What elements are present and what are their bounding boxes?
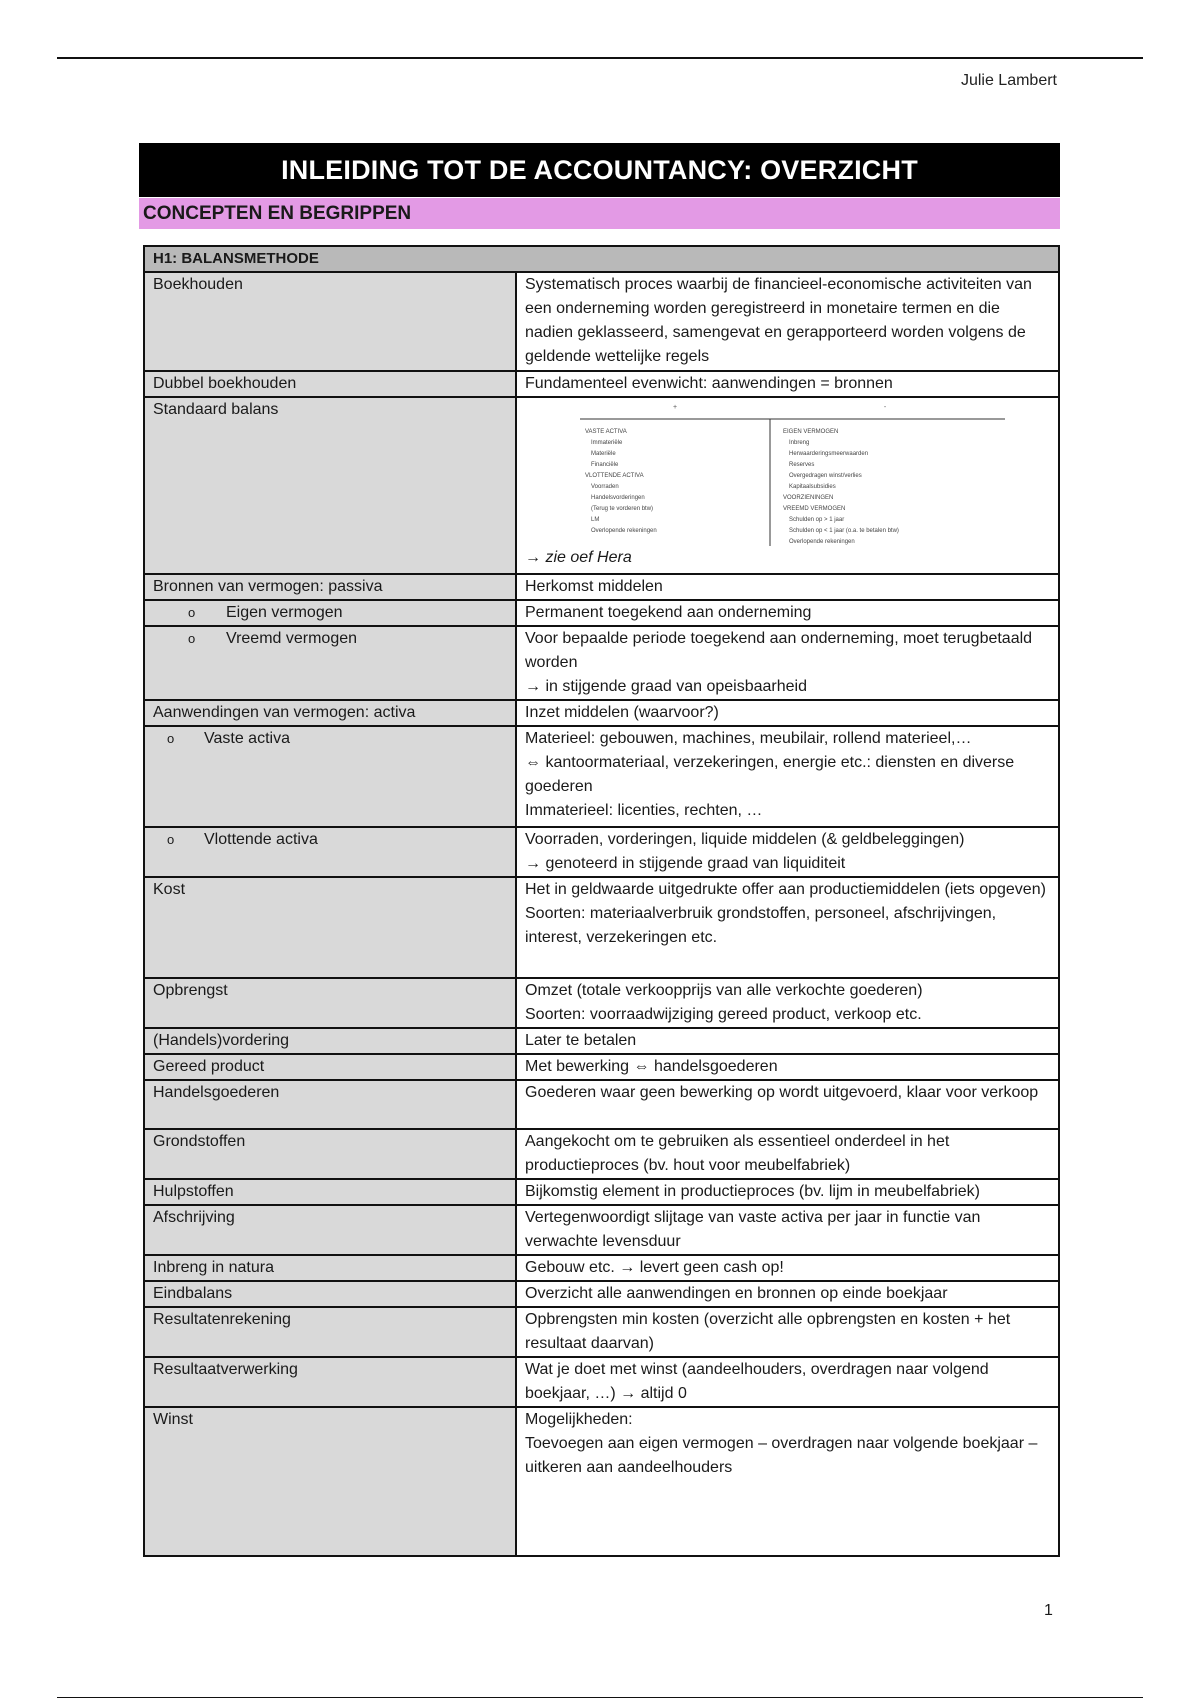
table-row [144,877,1059,978]
bullet-icon: o [167,832,175,847]
term-cell [144,700,516,726]
definition-text: Immaterieel: licenties, rechten, … [525,802,763,819]
table-row [144,1205,1059,1255]
table-row [144,371,1059,397]
definition-text: Later te betalen [525,1032,637,1049]
term-label: Dubbel boekhouden [153,375,297,392]
term-cell [144,1054,516,1080]
definition-text: Overzicht alle aanwendingen en bronnen op einde boekjaar [525,1285,948,1302]
definition-text: Soorten: materiaalverbruik grondstoffen, personeel, afschrijvingen, interest, verzekeringen etc. [525,905,997,946]
term-label: Gereed product [153,1058,265,1075]
definition-text: Het in geldwaarde uitgedrukte offer aan productiemiddelen (iets opgeven) [525,881,1046,898]
page-number: 1 [1044,1602,1053,1619]
table-row [144,978,1059,1028]
term-cell [144,397,516,574]
term-label: Winst [153,1411,193,1428]
term-cell [144,1407,516,1556]
table-row [144,1179,1059,1205]
term-cell [144,877,516,978]
balance-left-item: VASTE ACTIVA [585,429,627,435]
balance-right-item: Reserves [789,462,815,468]
balance-left-item: Immateriële [591,440,623,446]
term-cell [144,1357,516,1407]
balance-right-head: - [883,404,887,411]
definition-cell [516,827,1059,877]
term-label: (Handels)vordering [153,1032,290,1049]
balance-right-item: EIGEN VERMOGEN [783,429,839,435]
term-cell [144,1205,516,1255]
definition-cell [516,272,1059,371]
definition-text: Mogelijkheden: [525,1411,633,1428]
term-label: Eigen vermogen [226,604,343,621]
term-cell [144,626,516,700]
balance-right-item: Herwaarderingsmeerwaarden [789,451,869,457]
balance-right-item: Overgedragen winst/verlies [789,473,862,479]
definition-text: Herkomst middelen [525,578,663,595]
table-row [144,1054,1059,1080]
definition-text: ⇔ kantoormateriaal, verzekeringen, energie etc.: diensten en diverse goederen [525,754,1015,795]
term-cell [144,371,516,397]
balance-left-item: Voorraden [591,484,619,490]
table-row [144,1129,1059,1179]
definition-text: → in stijgende graad van opeisbaarheid [525,678,807,695]
table-row [144,1255,1059,1281]
term-label: Resultaatverwerking [153,1361,298,1378]
definition-text: Omzet (totale verkoopprijs van alle verkochte goederen) [525,982,923,999]
definition-text: Gebouw etc. → levert geen cash op! [525,1259,784,1276]
table-row [144,726,1059,827]
definition-cell [516,1407,1059,1556]
definition-cell [516,1205,1059,1255]
definition-text: Met bewerking ⇔ handelsgoederen [525,1058,778,1075]
term-label: Hulpstoffen [153,1183,234,1200]
definition-cell [516,1054,1059,1080]
table-header: H1: BALANSMETHODE [144,246,1059,272]
balance-sheet-diagram [525,398,1052,548]
definition-cell [516,1307,1059,1357]
definition-cell [516,1255,1059,1281]
balance-right-item: Kapitaalsubsidies [789,484,836,490]
definition-cell [516,877,1059,978]
term-label: Eindbalans [153,1285,233,1302]
term-cell [144,1179,516,1205]
balance-left-item: VLOTTENDE ACTIVA [585,473,644,479]
table-row [144,397,1059,574]
term-cell [144,574,516,600]
definition-cell [516,574,1059,600]
balance-right-item: VOORZIENINGEN [783,495,834,501]
balance-left-item: Financiële [591,462,619,468]
term-cell [144,1028,516,1054]
definition-text: Bijkomstig element in productieproces (bv. lijm in meubelfabriek) [525,1183,980,1200]
term-label: Vlottende activa [204,831,318,848]
definition-cell [516,726,1059,827]
table-row [144,1080,1059,1129]
term-label: Vaste activa [204,730,290,747]
table-row [144,574,1059,600]
definition-text: Systematisch proces waarbij de financieel-economische activiteiten van een onderneming worden geregistreerd in monetaire termen en die nadien geklasseerd, samengevat en gerapporteerd worden volgens de geldende wettelijke regels [525,276,1032,365]
definition-text: Fundamenteel evenwicht: aanwendingen = bronnen [525,375,893,392]
term-label: Bronnen van vermogen: passiva [153,578,383,595]
term-cell [144,1255,516,1281]
definition-text: Voorraden, vorderingen, liquide middelen (& geldbeleggingen) [525,831,965,848]
term-label: Grondstoffen [153,1133,246,1150]
balance-right-item: Overlopende rekeningen [789,539,855,545]
section-heading: CONCEPTEN EN BEGRIPPEN [139,198,1060,229]
balance-left-item: LM [591,517,600,523]
table-row [144,1407,1059,1556]
definition-cell [516,1129,1059,1179]
bottom-rule [57,1697,1143,1698]
balance-left-item: Overlopende rekeningen [591,528,657,534]
definition-cell [516,600,1059,626]
definition-text: Inzet middelen (waarvoor?) [525,704,719,721]
term-label: Resultatenrekening [153,1311,291,1328]
definition-text: Materieel: gebouwen, machines, meubilair, rollend materieel,… [525,730,972,747]
term-label: Aanwendingen van vermogen: activa [153,704,416,721]
definition-text: Aangekocht om te gebruiken als essentieel onderdeel in het productieproces (bv. hout voor meubelfabriek) [525,1133,950,1174]
table-header-row [144,246,1059,272]
term-cell [144,600,516,626]
definition-text: Wat je doet met winst (aandeelhouders, overdragen naar volgend boekjaar, …) → altijd 0 [525,1361,989,1402]
definition-cell [516,1179,1059,1205]
balance-left-item: Handelsvorderingen [591,495,645,501]
balance-right-item: Inbreng [789,440,810,446]
definition-text: Soorten: voorraadwijziging gereed product, verkoop etc. [525,1006,922,1023]
term-cell [144,978,516,1028]
standard-balance-figure [525,398,1050,566]
document-title: INLEIDING TOT DE ACCOUNTANCY: OVERZICHT [139,143,1060,197]
balance-left-head: + [672,404,678,411]
table-row [144,600,1059,626]
definition-cell [516,626,1059,700]
definition-cell [516,397,1059,574]
definition-text: → genoteerd in stijgende graad van liquiditeit [525,855,846,872]
author-name: Julie Lambert [960,72,1057,89]
table-row [144,1028,1059,1054]
definition-cell [516,1080,1059,1129]
term-label: Afschrijving [153,1209,235,1226]
term-cell [144,827,516,877]
definition-text: Toevoegen aan eigen vermogen – overdragen naar volgende boekjaar – uitkeren aan aandeelhouders [525,1435,1038,1476]
term-cell [144,1307,516,1357]
balance-right-item: Schulden op < 1 jaar (o.a. te betalen btw) [789,528,899,534]
table-row [144,1307,1059,1357]
table-row [144,1357,1059,1407]
definition-text: Opbrengsten min kosten (overzicht alle opbrengsten en kosten + het resultaat daarvan) [525,1311,1011,1352]
concepts-table [143,245,1060,1557]
term-label: Handelsgoederen [153,1084,280,1101]
term-label: Vreemd vermogen [226,630,358,647]
term-label: Inbreng in natura [153,1259,274,1276]
table-row [144,626,1059,700]
top-rule [57,57,1143,59]
definition-cell [516,1357,1059,1407]
bullet-icon: o [188,631,196,646]
definition-cell [516,371,1059,397]
table-row [144,700,1059,726]
term-label: Kost [153,881,186,898]
definition-cell [516,1281,1059,1307]
term-label: Boekhouden [153,276,243,293]
term-label: Opbrengst [153,982,228,999]
balance-right-item: VREEMD VERMOGEN [783,506,846,512]
table-row [144,1281,1059,1307]
term-cell [144,1129,516,1179]
bullet-icon: o [188,605,196,620]
term-cell [144,1281,516,1307]
balance-left-item: (Terug te vorderen btw) [591,506,654,512]
balance-note: → zie oef Hera [525,549,632,566]
balance-right-item: Schulden op > 1 jaar [789,517,845,523]
term-label: Standaard balans [153,401,279,418]
term-cell [144,726,516,827]
definition-text: Vertegenwoordigt slijtage van vaste activa per jaar in functie van verwachte levensduur [525,1209,981,1250]
definition-text: Goederen waar geen bewerking op wordt uitgevoerd, klaar voor verkoop [525,1084,1039,1101]
balance-left-item: Materiële [591,451,616,457]
table-row [144,827,1059,877]
definition-cell [516,978,1059,1028]
bullet-icon: o [167,731,175,746]
definition-cell [516,700,1059,726]
definition-cell [516,1028,1059,1054]
term-cell [144,1080,516,1129]
table-row [144,272,1059,371]
term-cell [144,272,516,371]
definition-text: Voor bepaalde periode toegekend aan onderneming, moet terugbetaald worden [525,630,1033,671]
definition-text: Permanent toegekend aan onderneming [525,604,812,621]
